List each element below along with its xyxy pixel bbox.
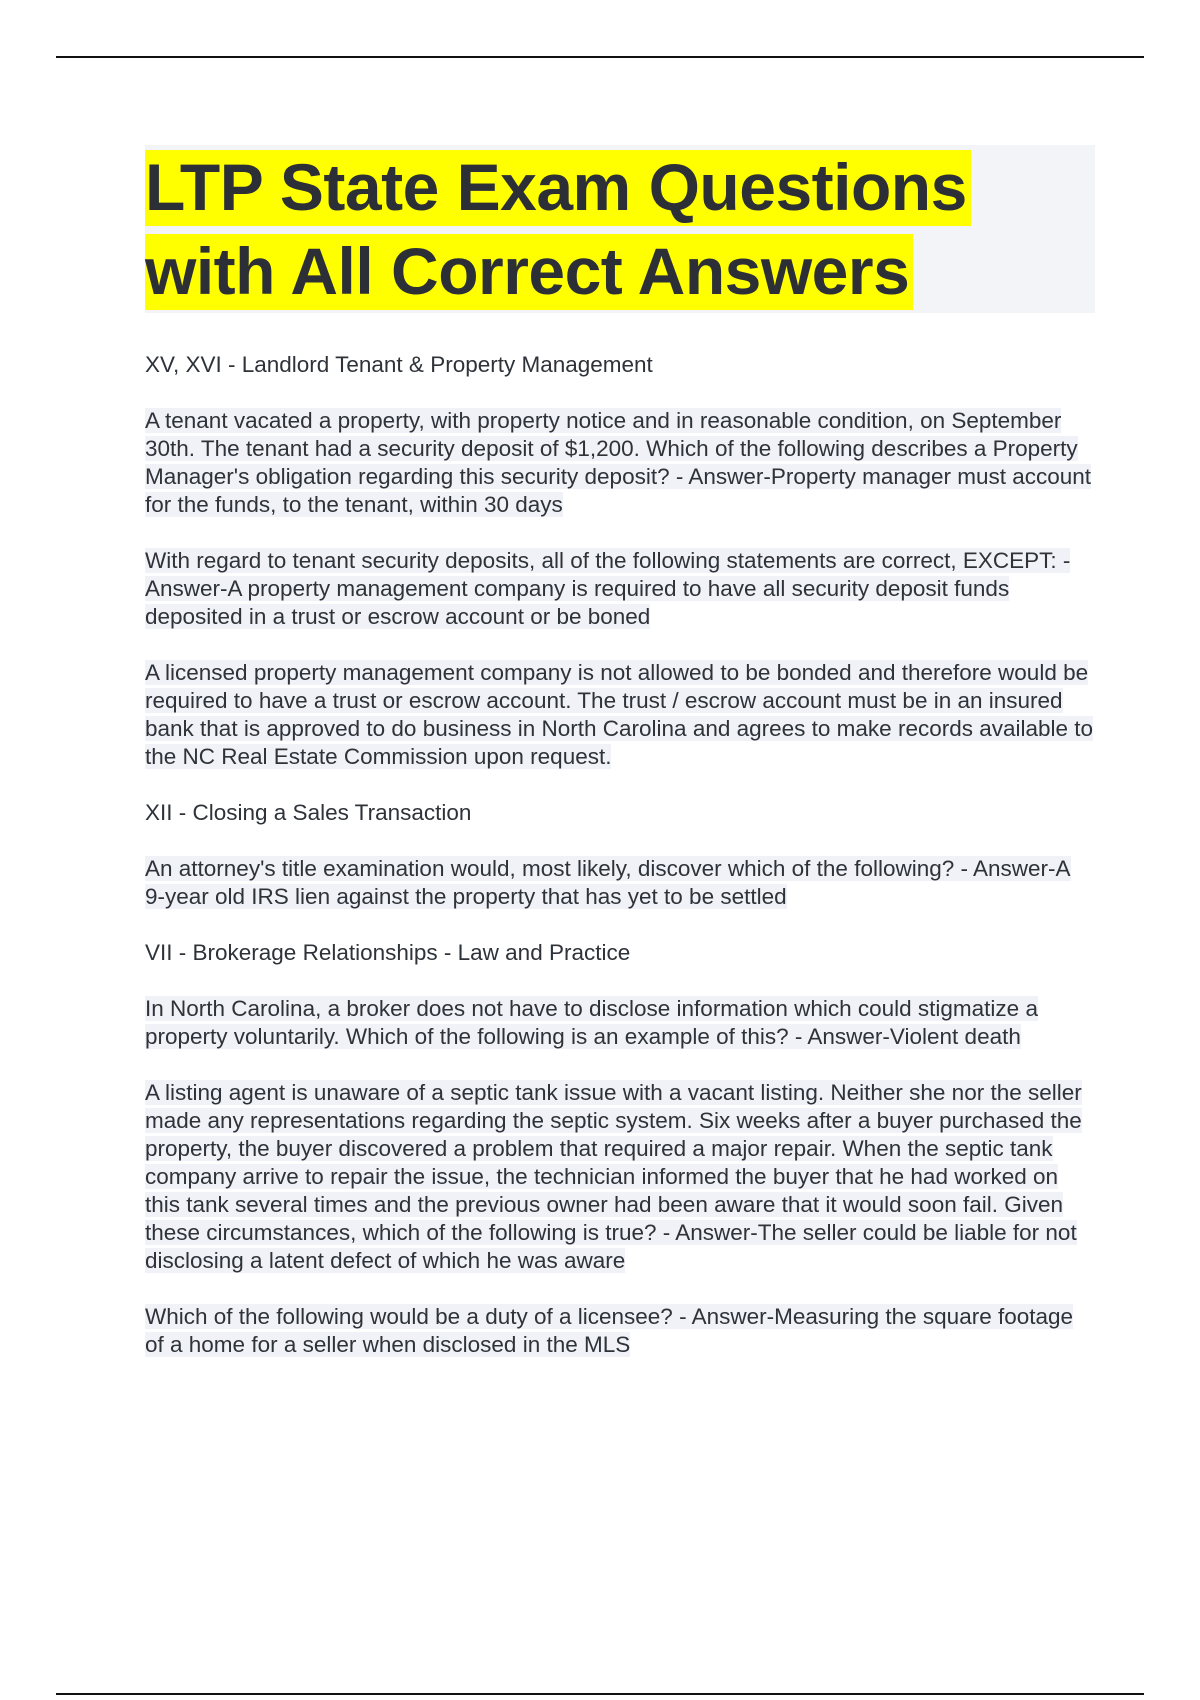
question-security-deposit-obligation: A tenant vacated a property, with property notice and in reasonable condition, on September 30th. The tenant had a security deposit of $1,200. Which of the following describes a Property Manager's obligation regarding this security deposit? - Answer-Property manager must account for the funds, to the tenant, within 30 days — [145, 408, 1092, 517]
document-body — [145, 145, 1095, 1387]
explanation-trust-escrow: A licensed property management company is not allowed to be bonded and therefore would be required to have a trust or escrow account. The trust / escrow account must be in an insured bank that is approved to do business in North Carolina and agrees to make records available to the NC Real Estate Commission upon request. — [145, 660, 1094, 769]
title-line-2: with All Correct Answers — [145, 234, 913, 310]
question-stigmatize-property: In North Carolina, a broker does not have to disclose information which could stigmatize a property voluntarily. Which of the following is an example of this? - Answer-Violent death — [145, 996, 1038, 1049]
section-heading-brokerage: VII - Brokerage Relationships - Law and Practice — [145, 940, 631, 965]
title-line-1: LTP State Exam Questions — [145, 150, 971, 226]
question-security-deposit-except: With regard to tenant security deposits, all of the following statements are correct, EXCEPT: - Answer-A property management company is required to have all security deposit funds deposited in a trust or escrow account or be boned — [145, 548, 1071, 629]
bottom-rule — [56, 1693, 1144, 1695]
title-block — [145, 145, 1095, 313]
question-title-examination: An attorney's title examination would, most likely, discover which of the following? - Answer-A 9-year old IRS lien against the property that has yet to be settled — [145, 856, 1071, 909]
section-heading-closing: XII - Closing a Sales Transaction — [145, 800, 472, 825]
question-septic-tank: A listing agent is unaware of a septic tank issue with a vacant listing. Neither she nor the seller made any representations regarding the septic system. Six weeks after a buyer purchased the property, the buyer discovered a problem that required a major repair. When the septic tank company arrive to repair the issue, the technician informed the buyer that he had worked on this tank several times and the previous owner had been aware that it would soon fail. Given these circumstances, which of the following is true? - Answer-The seller could be liable for not disclosing a latent defect of which he was aware — [145, 1080, 1082, 1273]
document-title — [145, 145, 1095, 313]
question-licensee-duty: Which of the following would be a duty of a licensee? - Answer-Measuring the square footage of a home for a seller when disclosed in the MLS — [145, 1304, 1074, 1357]
section-heading-landlord-tenant: XV, XVI - Landlord Tenant & Property Management — [145, 352, 653, 377]
top-rule — [56, 56, 1144, 58]
